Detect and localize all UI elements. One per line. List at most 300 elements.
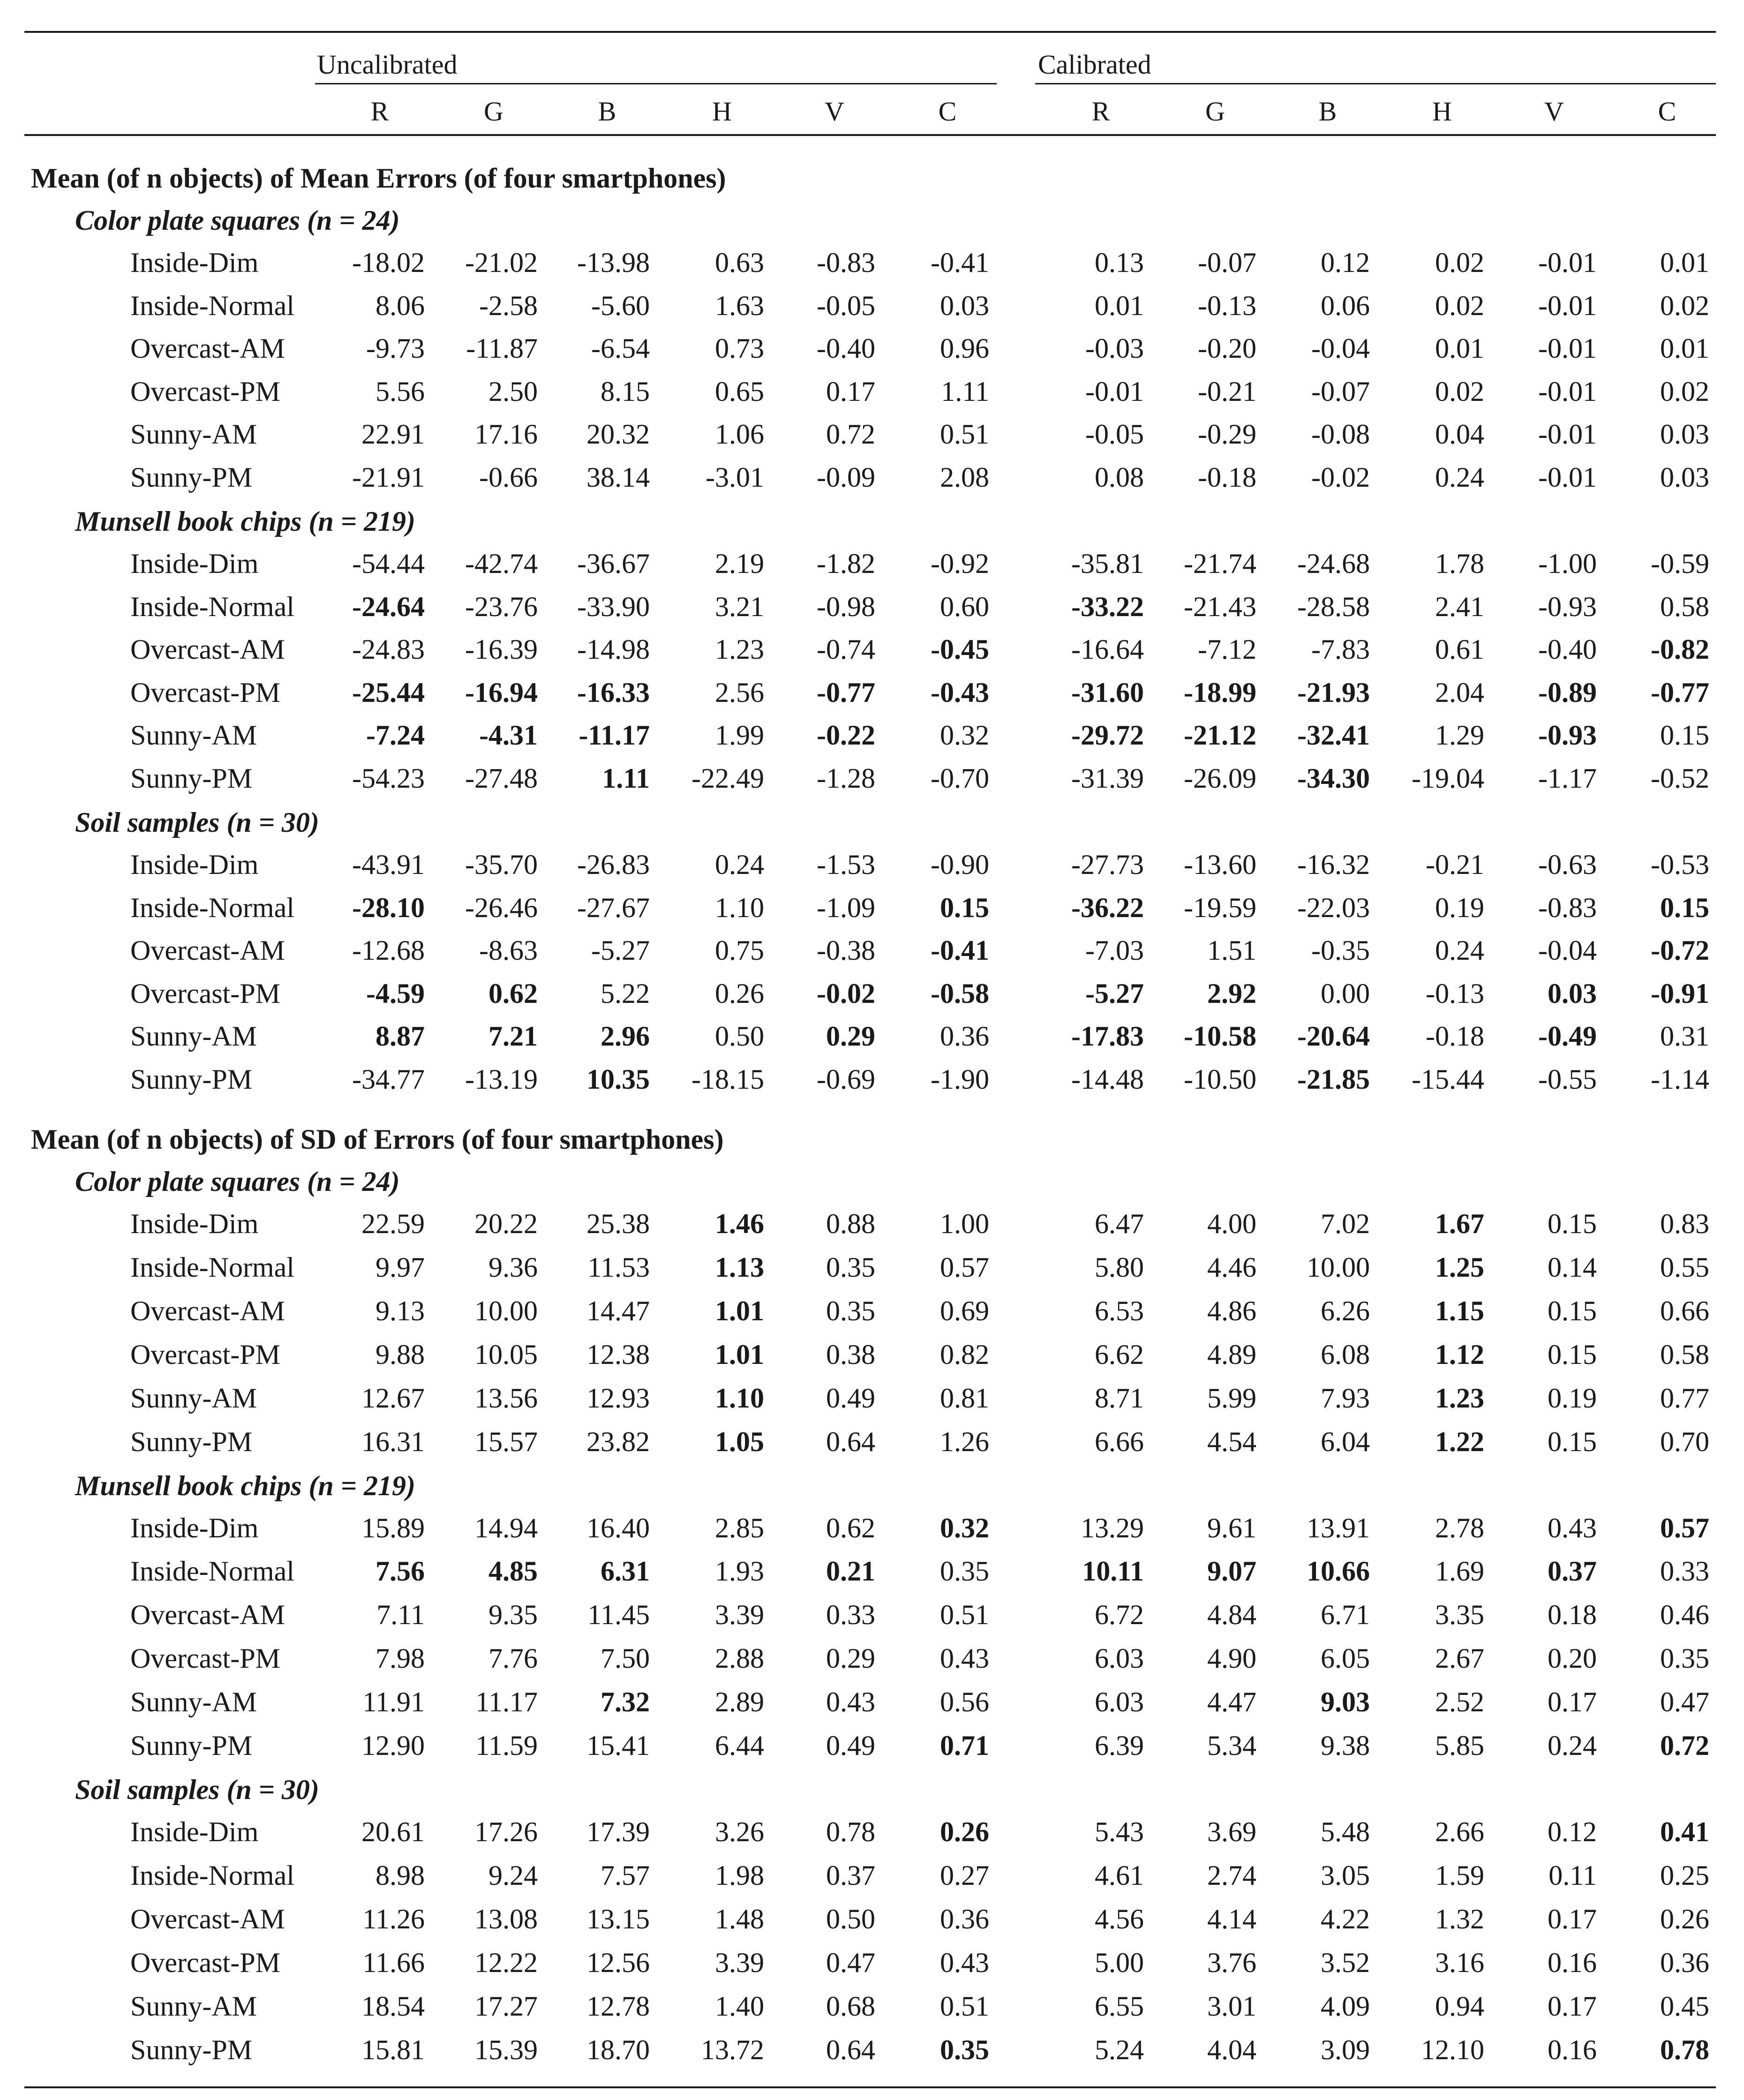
table-cell: 0.21 — [826, 1556, 875, 1587]
table-cell: 11.17 — [475, 1686, 538, 1717]
table-cell: 0.35 — [826, 1252, 875, 1283]
table-cell: -20.64 — [1297, 1021, 1370, 1052]
table-cell: 7.57 — [601, 1860, 650, 1891]
table-cell: 9.35 — [489, 1599, 538, 1630]
table-cell: -0.01 — [1538, 333, 1597, 364]
table-cell: -1.17 — [1538, 763, 1597, 794]
table-cell: -5.27 — [1085, 978, 1144, 1009]
table-cell: -0.09 — [817, 462, 875, 493]
table-cell: 0.16 — [1548, 2034, 1597, 2065]
table-cell: 2.04 — [1435, 677, 1484, 708]
table-cell: 0.02 — [1660, 290, 1709, 321]
table-cell: 13.56 — [474, 1383, 538, 1414]
table-cell: 5.80 — [1095, 1252, 1144, 1283]
table-cell: 4.86 — [1207, 1295, 1256, 1326]
table-cell: 2.67 — [1435, 1643, 1484, 1674]
table-cell: 9.24 — [489, 1860, 538, 1891]
table-cell: -0.29 — [1198, 419, 1256, 450]
table-cell: 0.47 — [826, 1947, 875, 1978]
table-cell: 4.89 — [1207, 1339, 1256, 1370]
table-cell: -0.43 — [931, 677, 989, 708]
table-cell: 10.00 — [1307, 1252, 1370, 1283]
column-header: G — [1205, 96, 1225, 127]
column-header: C — [938, 96, 957, 127]
table-cell: 0.01 — [1435, 333, 1484, 364]
table-cell: 8.15 — [601, 376, 650, 407]
table-cell: 11.91 — [362, 1686, 425, 1717]
table-cell: 6.26 — [1321, 1295, 1370, 1326]
table-cell: 0.03 — [940, 290, 989, 321]
table-row — [0, 2034, 1744, 2071]
row-label: Inside-Normal — [130, 1556, 294, 1587]
table-row — [0, 1903, 1744, 1941]
table-cell: 0.08 — [1095, 462, 1144, 493]
table-cell: 0.36 — [940, 1904, 989, 1934]
table-cell: -1.90 — [931, 1064, 989, 1095]
table-cell: 0.45 — [1660, 1991, 1709, 2022]
table-cell: 2.85 — [715, 1513, 764, 1543]
table-cell: 1.98 — [715, 1860, 764, 1891]
table-cell: 15.81 — [361, 2034, 425, 2065]
table-cell: -1.14 — [1651, 1064, 1709, 1095]
row-label: Overcast-PM — [130, 1339, 280, 1370]
table-cell: 3.76 — [1207, 1947, 1256, 1978]
table-cell: -0.66 — [479, 462, 538, 493]
subgroup-title: Munsell book chips (n = 219) — [75, 1470, 415, 1501]
table-cell: -0.77 — [817, 677, 875, 708]
table-cell: 9.36 — [489, 1252, 538, 1283]
table-cell: 3.09 — [1321, 2034, 1370, 2065]
table-cell: 2.41 — [1435, 591, 1484, 622]
table-row — [0, 633, 1744, 671]
table-cell: 1.63 — [715, 290, 764, 321]
table-cell: 13.29 — [1081, 1513, 1144, 1543]
row-label: Overcast-AM — [130, 333, 285, 364]
column-header: B — [598, 96, 616, 127]
table-cell: 6.55 — [1095, 1991, 1144, 2022]
table-cell: 6.53 — [1095, 1295, 1144, 1326]
table-cell: -0.40 — [1538, 634, 1597, 665]
table-cell: 3.52 — [1321, 1947, 1370, 1978]
table-cell: -24.83 — [352, 634, 425, 665]
table-cell: -36.22 — [1071, 892, 1144, 923]
table-cell: -13.19 — [465, 1064, 538, 1095]
table-cell: -0.13 — [1198, 290, 1256, 321]
table-cell: 0.35 — [1660, 1643, 1709, 1674]
table-cell: 0.29 — [826, 1021, 875, 1052]
table-cell: 0.12 — [1321, 247, 1370, 278]
table-cell: 0.72 — [826, 419, 875, 450]
row-label: Sunny-PM — [130, 1064, 253, 1095]
table-cell: 0.17 — [826, 376, 875, 407]
column-header: B — [1318, 96, 1337, 127]
table-row — [0, 1947, 1744, 1984]
table-cell: 0.37 — [826, 1860, 875, 1891]
table-cell: -14.48 — [1071, 1064, 1144, 1095]
table-cell: 0.26 — [715, 978, 764, 1009]
table-cell: 0.15 — [1660, 892, 1709, 923]
table-cell: 22.91 — [361, 419, 425, 450]
table-cell: -0.13 — [1426, 978, 1484, 1009]
table-cell: -13.98 — [577, 247, 650, 278]
table-cell: 1.06 — [715, 419, 764, 450]
table-cell: -0.01 — [1538, 462, 1597, 493]
table-row — [0, 247, 1744, 284]
table-row — [0, 719, 1744, 757]
table-cell: 10.66 — [1307, 1556, 1370, 1587]
table-cell: 7.32 — [601, 1686, 650, 1717]
table-cell: 0.55 — [1660, 1252, 1709, 1283]
table-cell: 0.13 — [1095, 247, 1144, 278]
table-cell: -16.32 — [1297, 849, 1370, 880]
table-top-rule — [24, 31, 1716, 33]
table-cell: -0.35 — [1311, 935, 1370, 966]
table-cell: -1.00 — [1538, 548, 1597, 579]
table-cell: -1.53 — [817, 849, 875, 880]
table-cell: -24.68 — [1297, 548, 1370, 579]
table-cell: 0.01 — [1660, 333, 1709, 364]
table-cell: -0.98 — [817, 591, 875, 622]
table-cell: 6.71 — [1321, 1599, 1370, 1630]
table-cell: -3.01 — [706, 462, 764, 493]
table-cell: 0.35 — [940, 1556, 989, 1587]
table-cell: 0.73 — [715, 333, 764, 364]
table-cell: 9.03 — [1321, 1686, 1370, 1717]
row-label: Inside-Normal — [130, 1860, 294, 1891]
table-cell: 17.39 — [586, 1816, 650, 1847]
table-cell: -0.53 — [1651, 849, 1709, 880]
table-cell: 0.88 — [826, 1208, 875, 1239]
table-cell: 0.83 — [1660, 1208, 1709, 1239]
table-cell: 0.06 — [1321, 290, 1370, 321]
table-cell: 14.47 — [586, 1295, 650, 1326]
table-cell: 0.68 — [826, 1991, 875, 2022]
column-header: G — [484, 96, 504, 127]
row-label: Overcast-PM — [130, 1643, 280, 1674]
table-cell: 1.22 — [1435, 1426, 1484, 1457]
table-cell: 0.37 — [1548, 1556, 1597, 1587]
table-cell: 0.19 — [1435, 892, 1484, 923]
subgroup-title: Soil samples (n = 30) — [75, 1774, 319, 1805]
table-cell: -26.09 — [1184, 763, 1256, 794]
table-cell: 0.36 — [1660, 1947, 1709, 1978]
table-cell: 0.01 — [1095, 290, 1144, 321]
column-header: H — [712, 96, 732, 127]
table-cell: 0.43 — [940, 1643, 989, 1674]
table-cell: -19.59 — [1184, 892, 1256, 923]
table-cell: 0.58 — [1660, 591, 1709, 622]
table-cell: 2.50 — [489, 376, 538, 407]
table-cell: -15.44 — [1412, 1064, 1484, 1095]
table-cell: -0.74 — [817, 634, 875, 665]
table-cell: 0.69 — [940, 1295, 989, 1326]
table-cell: -28.10 — [352, 892, 425, 923]
table-cell: 12.67 — [361, 1383, 425, 1414]
table-row — [0, 1251, 1744, 1289]
table-cell: 3.39 — [715, 1947, 764, 1978]
table-row — [0, 1990, 1744, 2028]
table-cell: 10.05 — [474, 1339, 538, 1370]
column-header: R — [370, 96, 389, 127]
table-cell: 13.08 — [474, 1904, 538, 1934]
table-cell: 0.78 — [826, 1816, 875, 1847]
table-cell: 14.94 — [474, 1513, 538, 1543]
table-cell: -7.03 — [1085, 935, 1144, 966]
table-cell: 13.91 — [1307, 1513, 1370, 1543]
table-row — [0, 1382, 1744, 1420]
table-cell: 0.94 — [1435, 1991, 1484, 2022]
table-cell: 0.81 — [940, 1383, 989, 1414]
table-cell: 0.62 — [489, 978, 538, 1009]
table-row — [0, 1295, 1744, 1332]
table-cell: 16.40 — [586, 1513, 650, 1543]
table-cell: 1.13 — [715, 1252, 764, 1283]
group-header-calibrated: Calibrated — [1038, 49, 1151, 80]
row-label: Sunny-AM — [130, 1686, 257, 1717]
table-cell: 6.44 — [715, 1730, 764, 1761]
table-cell: -2.58 — [479, 290, 538, 321]
table-cell: 9.88 — [376, 1339, 425, 1370]
table-cell: -5.60 — [591, 290, 650, 321]
table-cell: 0.02 — [1435, 247, 1484, 278]
table-cell: 0.51 — [940, 419, 989, 450]
table-cell: 0.43 — [826, 1686, 875, 1717]
table-cell: 1.48 — [715, 1904, 764, 1934]
table-cell: 11.45 — [587, 1599, 650, 1630]
table-cell: 1.11 — [941, 376, 989, 407]
table-cell: 0.02 — [1435, 290, 1484, 321]
table-cell: -0.89 — [1538, 677, 1597, 708]
group-rule-calibrated — [1035, 83, 1716, 84]
table-cell: -0.01 — [1538, 247, 1597, 278]
table-cell: 11.66 — [362, 1947, 425, 1978]
table-cell: 0.15 — [1548, 1426, 1597, 1457]
table-cell: -0.02 — [1311, 462, 1370, 493]
table-cell: -11.17 — [579, 720, 650, 751]
table-cell: 1.32 — [1435, 1904, 1484, 1934]
table-cell: 0.11 — [1549, 1860, 1597, 1891]
table-cell: -0.01 — [1538, 376, 1597, 407]
table-cell: -7.24 — [366, 720, 425, 751]
table-cell: 7.21 — [489, 1021, 538, 1052]
table-cell: 15.89 — [361, 1513, 425, 1543]
table-cell: -36.67 — [577, 548, 650, 579]
table-cell: -35.81 — [1071, 548, 1144, 579]
table-cell: -0.93 — [1538, 591, 1597, 622]
table-cell: -13.60 — [1184, 849, 1256, 880]
table-cell: 15.57 — [474, 1426, 538, 1457]
row-label: Overcast-PM — [130, 1947, 280, 1978]
table-cell: 15.39 — [474, 2034, 538, 2065]
table-row — [0, 1816, 1744, 1853]
table-cell: -0.41 — [931, 935, 989, 966]
table-cell: 9.61 — [1207, 1513, 1256, 1543]
table-cell: 0.64 — [826, 1426, 875, 1457]
table-cell: -12.68 — [352, 935, 425, 966]
table-cell: 10.35 — [586, 1064, 650, 1095]
table-row — [0, 1730, 1744, 1767]
table-cell: 0.57 — [940, 1252, 989, 1283]
table-cell: 15.41 — [586, 1730, 650, 1761]
table-cell: 1.10 — [715, 1383, 764, 1414]
table-cell: 25.38 — [586, 1208, 650, 1239]
table-cell: 4.09 — [1321, 1991, 1370, 2022]
table-cell: 0.70 — [1660, 1426, 1709, 1457]
table-cell: 0.16 — [1548, 1947, 1597, 1978]
row-label: Sunny-AM — [130, 1021, 257, 1052]
table-cell: 13.72 — [701, 2034, 764, 2065]
table-row — [0, 290, 1744, 327]
table-cell: 9.97 — [376, 1252, 425, 1283]
table-cell: -18.15 — [692, 1064, 764, 1095]
table-row — [0, 1555, 1744, 1593]
table-cell: 0.27 — [940, 1860, 989, 1891]
table-cell: 18.54 — [361, 1991, 425, 2022]
table-cell: 0.25 — [1660, 1860, 1709, 1891]
table-cell: 2.96 — [601, 1021, 650, 1052]
table-cell: 2.89 — [715, 1686, 764, 1717]
table-cell: 0.24 — [1435, 935, 1484, 966]
table-cell: -0.03 — [1085, 333, 1144, 364]
table-cell: 0.04 — [1435, 419, 1484, 450]
table-cell: 1.51 — [1207, 935, 1256, 966]
table-cell: -0.38 — [817, 935, 875, 966]
table-row — [0, 1426, 1744, 1463]
table-cell: 5.48 — [1321, 1816, 1370, 1847]
table-cell: 3.16 — [1435, 1947, 1484, 1978]
table-row — [0, 677, 1744, 714]
table-row — [0, 978, 1744, 1015]
table-cell: -0.01 — [1085, 376, 1144, 407]
table-cell: 1.25 — [1435, 1252, 1484, 1283]
table-cell: 0.72 — [1660, 1730, 1709, 1761]
table-cell: 12.90 — [361, 1730, 425, 1761]
table-cell: 9.38 — [1321, 1730, 1370, 1761]
table-cell: 0.38 — [826, 1339, 875, 1370]
table-cell: 1.23 — [1435, 1383, 1484, 1414]
table-cell: 1.01 — [715, 1339, 764, 1370]
table-cell: -1.09 — [817, 892, 875, 923]
table-cell: 9.13 — [376, 1295, 425, 1326]
table-cell: 6.05 — [1321, 1643, 1370, 1674]
table-cell: -23.76 — [465, 591, 538, 622]
table-cell: -0.05 — [817, 290, 875, 321]
table-cell: 0.50 — [826, 1904, 875, 1934]
table-cell: 1.69 — [1435, 1556, 1484, 1587]
table-cell: 11.59 — [475, 1730, 538, 1761]
row-label: Overcast-PM — [130, 376, 280, 407]
table-cell: 4.04 — [1207, 2034, 1256, 2065]
table-cell: 0.51 — [940, 1599, 989, 1630]
row-label: Sunny-PM — [130, 462, 253, 493]
table-cell: -9.73 — [366, 333, 425, 364]
table-cell: 5.43 — [1095, 1816, 1144, 1847]
group-header-uncalibrated: Uncalibrated — [317, 49, 458, 80]
row-label: Sunny-PM — [130, 2034, 253, 2065]
table-cell: 20.61 — [361, 1816, 425, 1847]
table-cell: 0.24 — [1435, 462, 1484, 493]
table-cell: 17.26 — [474, 1816, 538, 1847]
column-header: V — [825, 96, 844, 127]
table-cell: -0.20 — [1198, 333, 1256, 364]
table-cell: 2.08 — [940, 462, 989, 493]
table-cell: 1.46 — [715, 1208, 764, 1239]
table-cell: -32.41 — [1297, 720, 1370, 751]
table-cell: 7.76 — [489, 1643, 538, 1674]
table-cell: 0.65 — [715, 376, 764, 407]
table-cell: 0.58 — [1660, 1339, 1709, 1370]
table-row — [0, 849, 1744, 886]
table-cell: -0.45 — [931, 634, 989, 665]
table-cell: -0.04 — [1538, 935, 1597, 966]
table-cell: 4.56 — [1095, 1904, 1144, 1934]
table-cell: 20.22 — [474, 1208, 538, 1239]
table-cell: 0.35 — [826, 1295, 875, 1326]
row-label: Sunny-AM — [130, 1383, 257, 1414]
table-row — [0, 1599, 1744, 1636]
table-cell: 3.05 — [1321, 1860, 1370, 1891]
table-cell: 4.90 — [1207, 1643, 1256, 1674]
table-cell: 4.47 — [1207, 1686, 1256, 1717]
table-cell: 4.14 — [1207, 1904, 1256, 1934]
table-cell: 0.32 — [940, 1513, 989, 1543]
table-cell: 23.82 — [586, 1426, 650, 1457]
table-cell: 0.03 — [1660, 462, 1709, 493]
table-cell: 18.70 — [586, 2034, 650, 2065]
table-cell: 6.66 — [1095, 1426, 1144, 1457]
table-cell: 5.34 — [1207, 1730, 1256, 1761]
table-cell: 11.26 — [362, 1904, 425, 1934]
table-cell: 0.47 — [1660, 1686, 1709, 1717]
table-cell: 4.22 — [1321, 1904, 1370, 1934]
table-cell: -0.70 — [931, 763, 989, 794]
table-cell: 0.78 — [1660, 2034, 1709, 2065]
table-cell: 12.56 — [586, 1947, 650, 1978]
table-cell: 2.52 — [1435, 1686, 1484, 1717]
table-cell: 5.00 — [1095, 1947, 1144, 1978]
table-cell: -29.72 — [1071, 720, 1144, 751]
table-cell: 5.22 — [601, 978, 650, 1009]
table-cell: -0.18 — [1426, 1021, 1484, 1052]
header-bottom-rule — [24, 134, 1716, 136]
table-cell: 0.62 — [826, 1513, 875, 1543]
table-cell: 0.35 — [940, 2034, 989, 2065]
table-cell: 0.61 — [1435, 634, 1484, 665]
table-cell: 0.24 — [715, 849, 764, 880]
table-cell: -10.50 — [1184, 1064, 1256, 1095]
table-cell: -4.59 — [366, 978, 425, 1009]
table-cell: 1.29 — [1435, 720, 1484, 751]
table-cell: -18.02 — [352, 247, 425, 278]
table-cell: -0.91 — [1651, 978, 1709, 1009]
table-cell: 1.23 — [715, 634, 764, 665]
table-cell: 0.60 — [940, 591, 989, 622]
table-cell: -0.58 — [931, 978, 989, 1009]
table-cell: -42.74 — [465, 548, 538, 579]
table-row — [0, 762, 1744, 800]
table-cell: -26.83 — [577, 849, 650, 880]
table-cell: -21.85 — [1297, 1064, 1370, 1095]
section-title: Mean (of n objects) of Mean Errors (of four smartphones) — [31, 163, 726, 194]
row-label: Overcast-AM — [130, 1904, 285, 1934]
table-cell: 8.98 — [376, 1860, 425, 1891]
table-cell: 0.26 — [1660, 1904, 1709, 1934]
table-cell: 0.82 — [940, 1339, 989, 1370]
table-cell: 12.22 — [474, 1947, 538, 1978]
table-cell: 0.96 — [940, 333, 989, 364]
table-cell: 6.72 — [1095, 1599, 1144, 1630]
table-cell: -19.04 — [1412, 763, 1484, 794]
